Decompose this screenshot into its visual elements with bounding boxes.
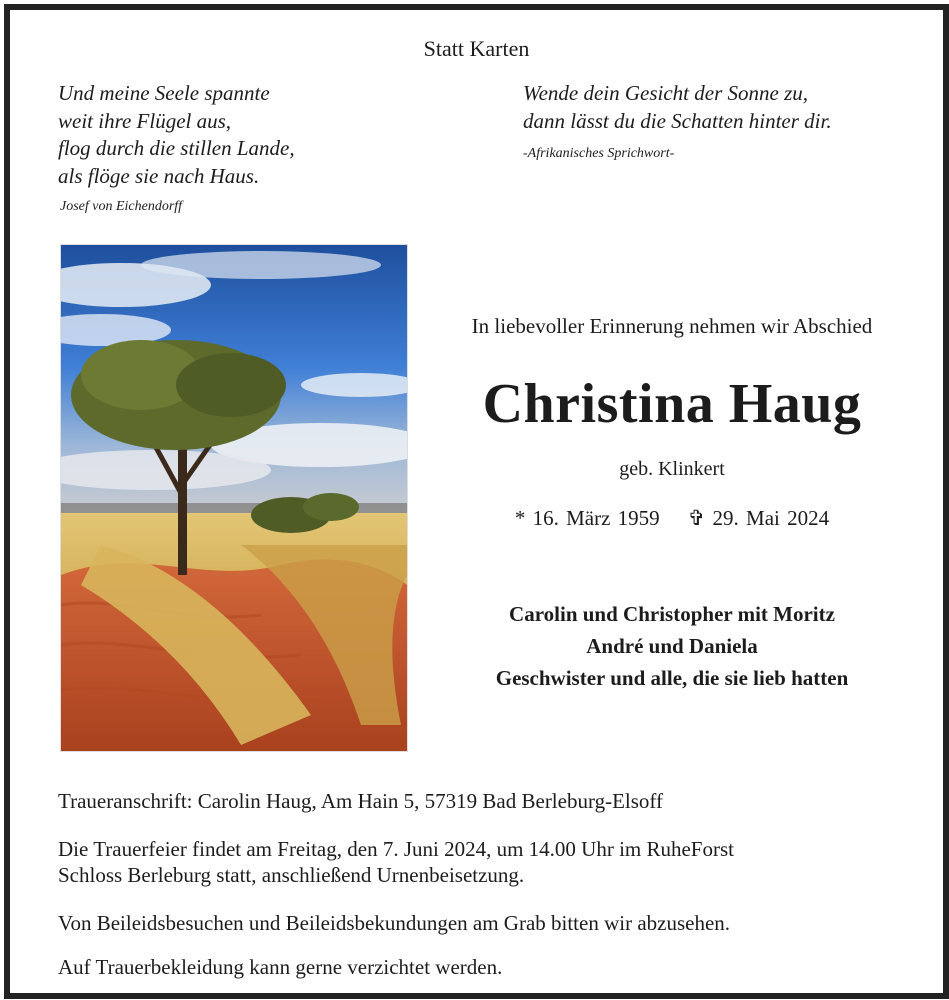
ceremony-info <box>58 836 734 888</box>
poem-line: Und meine Seele spannte <box>58 81 270 105</box>
maiden-name: geb. Klinkert <box>619 458 725 480</box>
ceremony-line: Schloss Berleburg statt, anschließend Urnenbeisetzung. <box>58 863 525 887</box>
life-dates <box>412 506 932 531</box>
obituary-frame <box>4 4 949 999</box>
ceremony-line: Die Trauerfeier findet am Freitag, den 7. Juni 2024, um 14.00 Uhr im RuheForst <box>58 837 734 861</box>
family-names <box>412 598 932 694</box>
birth-date: * 16. März 1959 <box>514 506 660 530</box>
savanna-photo <box>60 244 408 752</box>
family-line: André und Daniela <box>586 634 758 658</box>
deceased-name: Christina Haug <box>482 373 862 435</box>
poem-author-left: Josef von Eichendorff <box>60 199 183 214</box>
family-line: Carolin und Christopher mit Moritz <box>509 602 835 626</box>
family-line: Geschwister und alle, die sie lieb hatten <box>495 666 849 690</box>
condolence-note: Von Beileidsbesuchen und Beileidsbekundungen am Grab bitten wir abzusehen. <box>58 911 731 935</box>
intro-text: In liebevoller Erinnerung nehmen wir Abschied <box>471 314 873 338</box>
poem-eichendorff <box>58 80 295 190</box>
clothing-note: Auf Trauerbekleidung kann gerne verzichtet werden. <box>58 955 503 979</box>
death-date: ✞ 29. Mai 2024 <box>687 506 830 530</box>
proverb-source: -Afrikanisches Sprichwort- <box>523 146 675 161</box>
poem-line: weit ihre Flügel aus, <box>58 108 232 133</box>
poem-line: als flöge sie nach Haus. <box>58 163 260 188</box>
proverb-line: Wende dein Gesicht der Sonne zu, <box>523 81 808 105</box>
proverb <box>523 80 832 135</box>
poem-line: flog durch die stillen Lande, <box>58 136 295 160</box>
mourning-address: Traueranschrift: Carolin Haug, Am Hain 5, 57319 Bad Berleburg-Elsoff <box>58 789 664 813</box>
header-statt-karten: Statt Karten <box>423 36 530 61</box>
proverb-line: dann lässt du die Schatten hinter dir. <box>523 108 832 133</box>
